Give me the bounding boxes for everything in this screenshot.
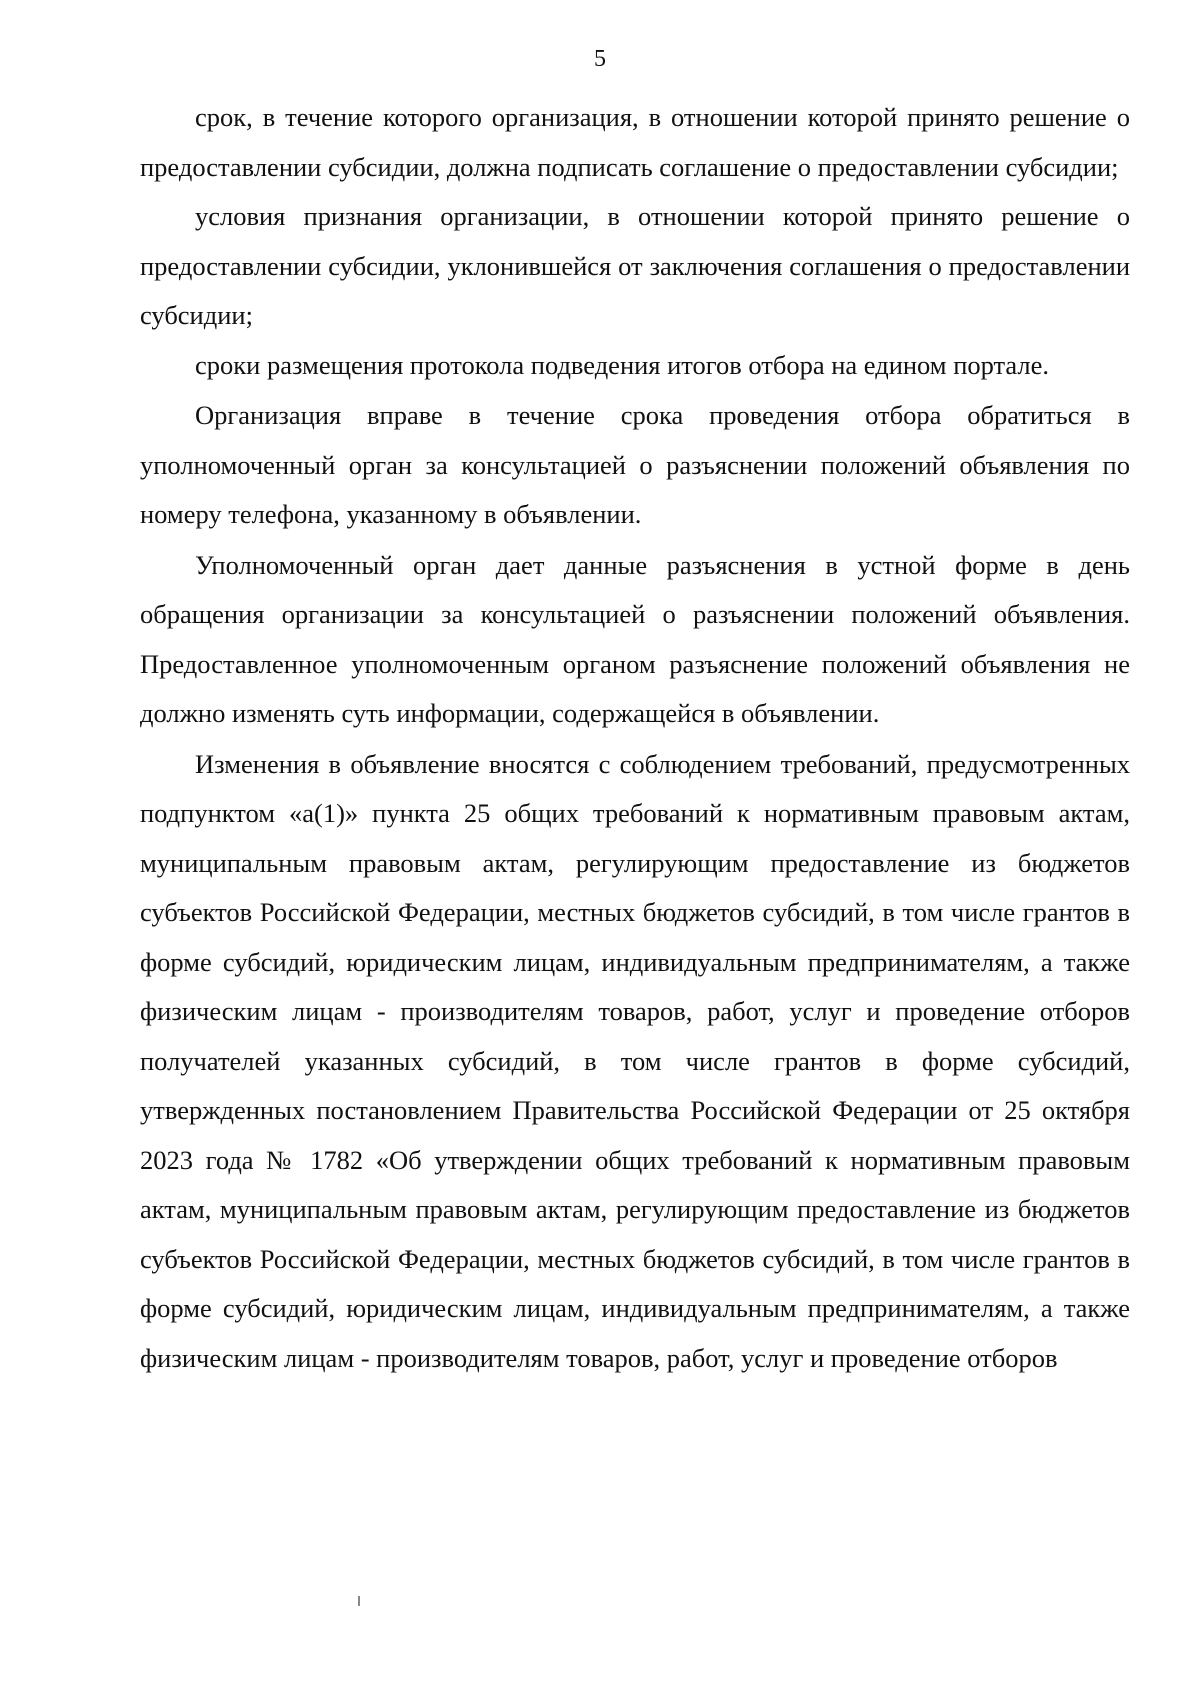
scan-artifact-mark <box>358 1596 360 1606</box>
paragraph-consultation-right: Организация вправе в течение срока проведения отбора обратиться в уполномоченный орган за консультацией о разъяснении положений объявления по номеру телефона, указанному в объявлении. <box>140 400 1130 529</box>
page-number: 5 <box>594 46 606 72</box>
paragraph-signing-deadline: срок, в течение которого организация, в отношении которой принято решение о предоставлении субсидии, должна подписать соглашение о предоставлении субсидии; <box>140 102 1130 182</box>
paragraph-amendments: Изменения в объявление вносятся с соблюдением требований, предусмотренных подпунктом «а(1)» пункта 25 общих требований к нормативным правовым актам, муниципальным правовым актам, регулирующим предоставление из бюджетов субъектов Российской Федерации, местных бюджетов субсидий, в том числе грантов в форме субсидий, юридическим лицам, индивидуальным предпринимателям, а также физическим лицам - производителям товаров, работ, услуг и проведение отборов получателей указанных субсидий, в том числе грантов в форме субсидий, утвержденных постановлением Правительства Российской Федерации от 25 октября 2023 года № 1782 «Об утверждении общих требований к нормативным правовым актам, муниципальным правовым актам, регулирующим предоставление из бюджетов субъектов Российской Федерации, местных бюджетов субсидий, в том числе грантов в форме субсидий, юридическим лицам, индивидуальным предпринимателям, а также физическим лицам - производителям товаров, работ, услуг и проведение отборов <box>140 748 1130 1373</box>
paragraph-protocol-deadlines: сроки размещения протокола подведения итогов отбора на едином портале. <box>195 349 1050 380</box>
paragraph-oral-clarification: Уполномоченный орган дает данные разъяснения в устной форме в день обращения организации за консультацией о разъяснении положений объявления. Предоставленное уполномоченным органом разъяснение положений объявления не должно изменять суть информации, содержащейся в объявлении. <box>140 549 1130 728</box>
document-body <box>140 93 1130 1383</box>
paragraph-evasion-conditions: условия признания организации, в отношении которой принято решение о предоставлении субсидии, уклонившейся от заключения соглашения о предоставлении субсидии; <box>140 201 1130 330</box>
